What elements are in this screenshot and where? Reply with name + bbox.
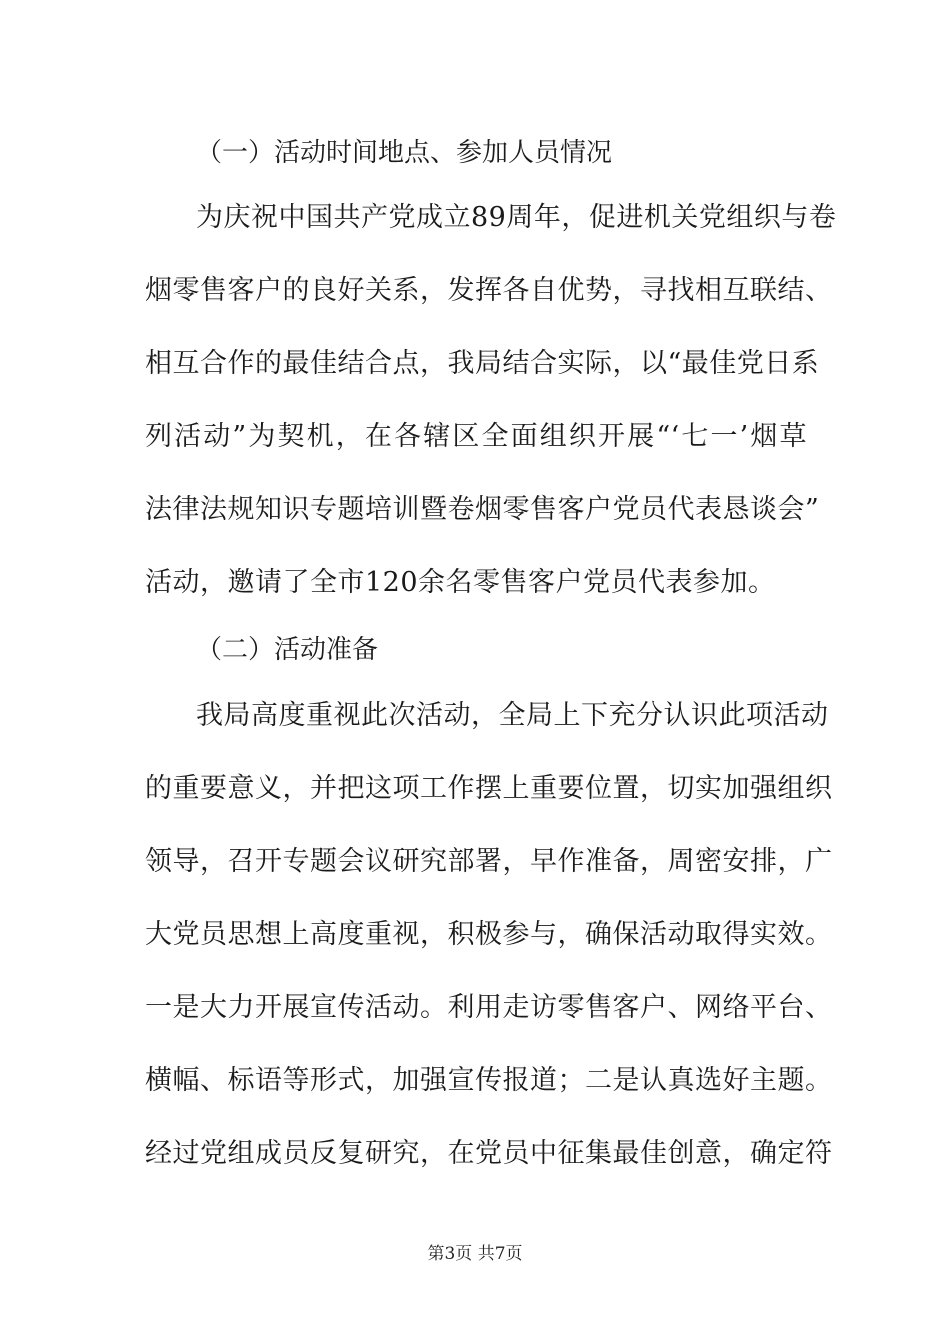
paragraph-line: 的重要意义，并把这项工作摆上重要位置，切实加强组织 <box>145 773 833 804</box>
paragraph-line: 我局高度重视此次活动，全局上下充分认识此项活动 <box>196 700 829 731</box>
paragraph-line: 经过党组成员反复研究，在党员中征集最佳创意，确定符 <box>145 1138 833 1169</box>
paragraph-line: 烟零售客户的良好关系，发挥各自优势，寻找相互联结、 <box>145 275 833 306</box>
paragraph-line: 法律法规知识专题培训暨卷烟零售客户党员代表恳谈会” <box>145 494 820 525</box>
paragraph-line: 大党员思想上高度重视，积极参与，确保活动取得实效。 <box>145 919 833 950</box>
paragraph-line: 领导，召开专题会议研究部署，早作准备，周密安排，广 <box>145 846 833 877</box>
paragraph-line: 横幅、标语等形式，加强宣传报道；二是认真选好主题。 <box>145 1065 833 1096</box>
paragraph-line: 活动，邀请了全市120余名零售客户党员代表参加。 <box>145 567 776 598</box>
paragraph-line: 为庆祝中国共产党成立89周年，促进机关党组织与卷 <box>196 202 837 233</box>
paragraph-line: 列活动”为契机，在各辖区全面组织开展“‘七一’烟草 <box>145 421 807 452</box>
page-number-footer: 第3页 共7页 <box>427 1244 523 1264</box>
section-heading-1: （一）活动时间地点、参加人员情况 <box>196 138 613 168</box>
section-heading-2: （二）活动准备 <box>196 635 379 665</box>
paragraph-line: 相互合作的最佳结合点，我局结合实际，以“最佳党日系 <box>145 348 820 379</box>
paragraph-line: 一是大力开展宣传活动。利用走访零售客户、网络平台、 <box>145 992 833 1023</box>
